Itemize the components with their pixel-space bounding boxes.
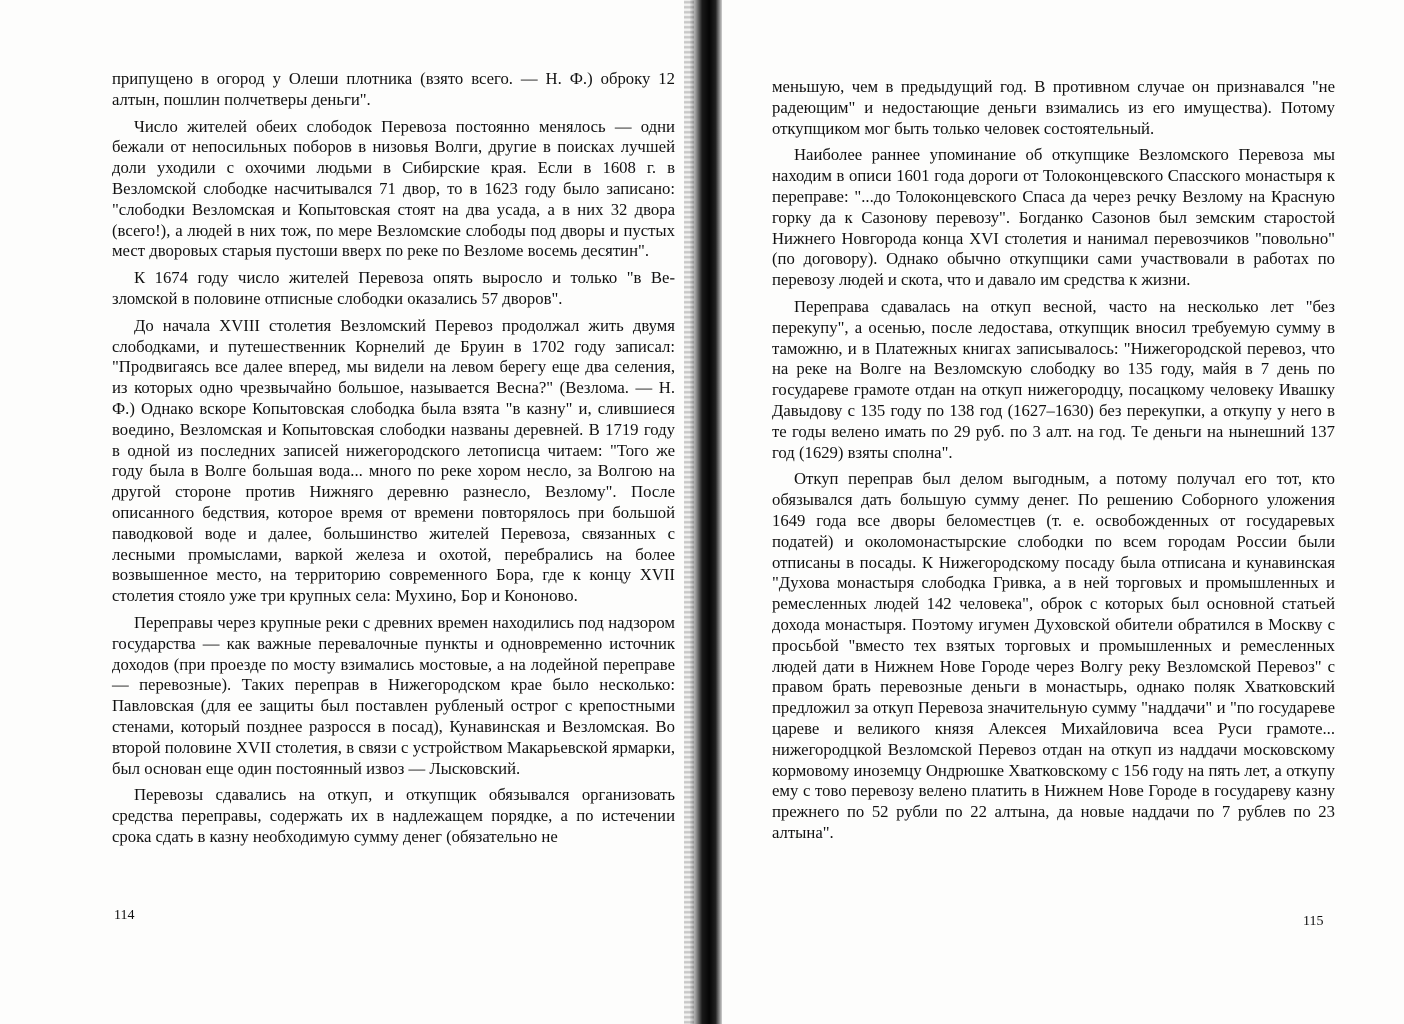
book-gutter — [690, 0, 722, 1024]
paragraph: Наиболее раннее упоминание об откупщике Везломского Перевоза мы находим в описи 1601 года дороги от Толоконцевского Спасского монастыря к переправе: "...до Толоконцевского Спаса да через речку Везлому на Красную горку да к Сазонову перевозу". Богданко Сазонов был земским старостой Нижнего Новгорода конца XVI столетия и нанимал перевозчиков "повольно" (по договору). Однако обычно откупщики сами участвовали в работах по перевозу людей и скота, что и давало им средства к жизни. — [772, 145, 1335, 290]
paragraph: Откуп переправ был делом выгодным, а потому получал его тот, кто обязывался дать большую сумму денег. По решению Соборного уложения 1649 года все дворы беломестцев (т. е. освобожденных от государевых податей) и околомонастырские слободки по всем городам России были отписаны в посады. К Нижегородскому посаду была отписана и кунавинская "Духова монастыря слободка Гривка, а в ней торговых и промышленных и ремесленных людей 142 человека", оброк с которых был основной статьей дохода монастыря. Поэтому игумен Духовской обители обратился в Москву с просьбой "вместо тех взятых торговых и промышленных и ремесленных людей дати в Нижнем Нове Городе через Волгу реку Везломской Перевоз" с правом брать перевозные деньги в монастырь, однако поляк Хватковский предложил за откуп Перевоза значительную сумму "наддачи" и "по государеве цареве и великого князя Алексея Михайловича всеа Руси грамоте... нижегородцкой Везломской Перевоз отдан на откуп из наддачи московскому кормовому иноземцу Ондрюшке Хватковскому с 156 году на пять лет, а откупу ему с тово перевозу велено платить в Нижнем Нове Городе в государеву казну прежнего по 52 рубли по 22 алтына, да новые наддачи по 7 рублев по 23 алтына". — [772, 469, 1335, 842]
right-page-text — [772, 77, 1335, 844]
paragraph: Перевозы сдавались на откуп, и откупщик обязывался организовать средства переправы, содержать их в надлежащем порядке, а по истечении срока сдать в казну необходимую сумму денег (обязательно не — [112, 785, 675, 846]
paragraph: Переправы через крупные реки с древних времен находились под надзором государства — как важные перевалочные пункты и одновременно источник доходов (при проезде по мосту взимались мостовые, а на лодейной переправе — перевозные). Таких переправ в Нижегородском крае было несколько: Павловская (для ее защиты был поставлен рубленый острог с крепостными стенами, который позднее разросся в посад), Кунавинская и Везломская. Во второй половине XVII столетия, в связи с устройством Макарьевской ярмарки, был основан еще один постоянный извоз — Лысковский. — [112, 612, 675, 778]
left-page-text — [112, 69, 675, 848]
paragraph: меньшую, чем в предыдущий год. В противном случае он признавался "не радеющим" и недостающие деньги взимались из его имущества). Потому откупщиком мог быть только человек состоятельный. — [772, 77, 1335, 138]
page-number-left: 114 — [114, 908, 135, 923]
page-edge-shadow — [684, 0, 694, 1024]
page-number-right: 115 — [1303, 914, 1324, 929]
paragraph: припущено в огород у Олеши плотника (взято всего. — Н. Ф.) оброку 12 алтын, пошлин полчетверы деньги". — [112, 69, 675, 109]
paragraph: Переправа сдавалась на откуп весной, часто на несколько лет "без перекупу", а осенью, после ледостава, откупщик вносил требуемую сумму в таможню, и в Платежных книгах записывалось: "Нижегородской перевоз, что на реке на Волге на Везломскую слободку во 135 году, майя в 7 день по государеве грамоте отдан на откуп нижегородцу, посацкому человеку Ивашку Давыдову с 135 году по 138 год (1627–1630) без перекупки, а откупу у него в те годы велено имать по 29 руб. по 3 алт. на год. Те деньги на нынешний 137 год (1629) взяты сполна". — [772, 296, 1335, 462]
paragraph: До начала XVIII столетия Везломский Перевоз продолжал жить двумя слободками, и путешественник Корнелий де Бруин в 1702 году записал: "Продвигаясь все далее вперед, мы видели на левом берегу еще два селения, из которых одно чрезвычайно большое, называется Весна?" (Везлома. — Н. Ф.) Однако вскоре Копытовская слободка была взята "в казну" и, слившиеся воедино, Везломская и Копытовская слободки названы деревней. В 1719 году в одной из последних записей нижегородского летописца читаем: "Того же году была в Волге большая вода... много по реке хором несло, за Волгою на другой стороне против Нижняго деревню разнесло, Везлому". После описанного бедствия, которое время от времени повторялось при большой паводковой воде и далее, большинство жителей Перевоза, связанных с лесными промыслами, варкой железа и охотой, перебрались на более возвышенное место, на территорию современного Бора, где к концу XVII столетия стояло уже три крупных села: Мухино, Бор и Кононово. — [112, 315, 675, 606]
left-page — [0, 0, 690, 1024]
right-page — [722, 0, 1404, 1024]
paragraph: Число жителей обеих слободок Перевоза постоянно менялось — одни бежали от непосильных поборов в низовья Волги, другие в поисках лучшей доли уходили с охочими людьми в Сибирские края. Если в 1608 г. в Везломской слободке насчитывался 71 двор, то в 1623 году было записано: "слободки Везломская и Копытовская стоят на два усада, а в них 32 двора (всего!), а людей в них тож, по мере Везломские слободы под дворы и пустых мест дворовых старыя пустоши вверх по реке по Везломе восемь десятин". — [112, 116, 675, 261]
paragraph: К 1674 году число жителей Перевоза опять выросло и только "в Везломской в половине отписные слободки оказались 57 дворов". — [112, 268, 675, 308]
